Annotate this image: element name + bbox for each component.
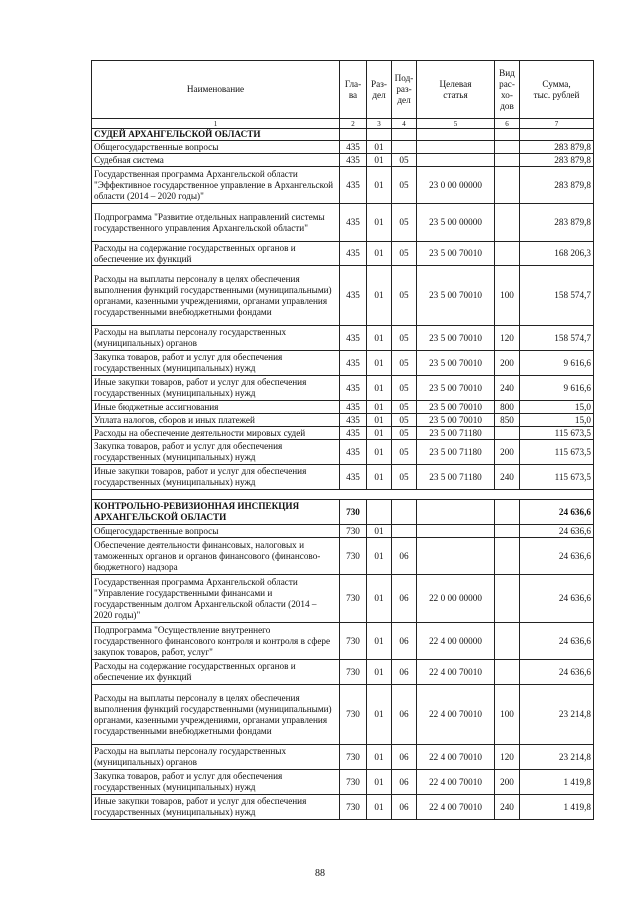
cell-podrazdel: 05 [392, 351, 417, 376]
cell-razdel: 01 [367, 440, 392, 465]
cell-name: КОНТРОЛЬНО-РЕВИЗИОННАЯ ИНСПЕКЦИЯ АРХАНГЕЛЬСКОЙ ОБЛАСТИ [92, 500, 340, 525]
table-row [92, 795, 594, 820]
budget-table [91, 60, 594, 820]
table-row [92, 351, 594, 376]
cell-glava: 435 [340, 204, 367, 242]
cell-razdel: 01 [367, 795, 392, 820]
cell-name: СУДЕЙ АРХАНГЕЛЬСКОЙ ОБЛАСТИ [92, 129, 340, 141]
cell-name: Иные бюджетные ассигнования [92, 401, 340, 414]
table-body [92, 129, 594, 820]
table-header-row [92, 61, 594, 119]
cell-statya [417, 500, 495, 525]
cell-name: Государственная программа Архангельской области "Эффективное государственное управление в Архангельской области (2014 – 2020 годы)" [92, 167, 340, 204]
cell-statya: 23 5 00 71180 [417, 440, 495, 465]
cell-statya [417, 525, 495, 538]
cell-statya: 23 5 00 70010 [417, 266, 495, 326]
cell-razdel: 01 [367, 351, 392, 376]
cell-razdel: 01 [367, 141, 392, 154]
cell-glava: 730 [340, 660, 367, 685]
table-row [92, 326, 594, 351]
cell-name: Государственная программа Архангельской области "Управление государственными финансами и государственным долгом Архангельской области (2014 – 2020 годы)" [92, 575, 340, 623]
col-number: 2 [340, 119, 367, 129]
cell-glava: 435 [340, 440, 367, 465]
cell-podrazdel: 05 [392, 326, 417, 351]
cell-razdel: 01 [367, 326, 392, 351]
table-row [92, 685, 594, 745]
cell-razdel [367, 500, 392, 525]
cell-statya: 23 5 00 70010 [417, 401, 495, 414]
cell-name: Расходы на выплаты персоналу государственных (муниципальных) органов [92, 326, 340, 351]
cell-glava [340, 129, 367, 141]
header-statya: Целевая статья [417, 61, 495, 119]
cell-summa: 115 673,5 [520, 440, 594, 465]
cell-summa: 283 879,8 [520, 204, 594, 242]
cell-glava: 730 [340, 770, 367, 795]
table-row [92, 623, 594, 660]
cell-summa: 283 879,8 [520, 167, 594, 204]
cell-summa: 24 636,6 [520, 500, 594, 525]
col-number: 5 [417, 119, 495, 129]
table-row [92, 376, 594, 401]
page-number: 88 [315, 868, 325, 879]
cell-podrazdel: 06 [392, 770, 417, 795]
cell-glava: 730 [340, 575, 367, 623]
cell-vid [495, 427, 520, 440]
cell-razdel: 01 [367, 770, 392, 795]
cell-name: Расходы на выплаты персоналу в целях обеспечения выполнения функций государственными (муниципальными) органами, казенными учреждениями, органами управления государственными внебюджетными фондами [92, 266, 340, 326]
cell-statya: 22 4 00 70010 [417, 685, 495, 745]
cell-razdel: 01 [367, 623, 392, 660]
cell-name: Уплата налогов, сборов и иных платежей [92, 414, 340, 427]
cell-podrazdel [392, 129, 417, 141]
cell-vid [495, 242, 520, 266]
cell-razdel: 01 [367, 266, 392, 326]
cell-glava: 730 [340, 745, 367, 770]
cell-vid: 100 [495, 266, 520, 326]
cell-vid: 800 [495, 401, 520, 414]
cell-vid: 120 [495, 326, 520, 351]
cell-razdel: 01 [367, 242, 392, 266]
cell-razdel: 01 [367, 465, 392, 490]
cell-name: Иные закупки товаров, работ и услуг для обеспечения государственных (муниципальных) нужд [92, 795, 340, 820]
cell-statya: 22 4 00 70010 [417, 795, 495, 820]
cell-podrazdel [392, 141, 417, 154]
cell-podrazdel: 05 [392, 154, 417, 167]
cell-razdel: 01 [367, 660, 392, 685]
cell-vid [495, 141, 520, 154]
cell-glava: 730 [340, 538, 367, 575]
cell-summa: 168 206,3 [520, 242, 594, 266]
cell-vid [495, 204, 520, 242]
cell-name: Расходы на обеспечение деятельности мировых судей [92, 427, 340, 440]
cell-summa [520, 129, 594, 141]
cell-statya: 22 0 00 00000 [417, 575, 495, 623]
cell-statya [417, 538, 495, 575]
cell-razdel: 01 [367, 376, 392, 401]
cell-podrazdel: 05 [392, 242, 417, 266]
cell-vid [495, 525, 520, 538]
cell-summa: 24 636,6 [520, 525, 594, 538]
cell-razdel: 01 [367, 685, 392, 745]
cell-vid [495, 167, 520, 204]
cell-vid [495, 129, 520, 141]
cell-statya: 22 4 00 70010 [417, 770, 495, 795]
cell-summa: 24 636,6 [520, 623, 594, 660]
cell-summa: 1 419,8 [520, 795, 594, 820]
cell-vid: 200 [495, 351, 520, 376]
cell-vid [495, 500, 520, 525]
cell-podrazdel: 05 [392, 427, 417, 440]
spacer-row [92, 490, 594, 500]
cell-podrazdel: 06 [392, 538, 417, 575]
cell-summa: 115 673,5 [520, 465, 594, 490]
cell-summa: 9 616,6 [520, 351, 594, 376]
cell-name: Расходы на содержание государственных органов и обеспечение их функций [92, 660, 340, 685]
cell-glava: 435 [340, 351, 367, 376]
table-row [92, 242, 594, 266]
col-number: 3 [367, 119, 392, 129]
cell-vid: 850 [495, 414, 520, 427]
col-number: 7 [520, 119, 594, 129]
cell-vid: 240 [495, 795, 520, 820]
cell-glava: 435 [340, 242, 367, 266]
cell-statya [417, 141, 495, 154]
cell-summa: 24 636,6 [520, 660, 594, 685]
cell-glava: 435 [340, 167, 367, 204]
cell-glava: 435 [340, 154, 367, 167]
cell-statya: 23 5 00 00000 [417, 204, 495, 242]
table-row [92, 465, 594, 490]
header-name: Наименование [92, 61, 340, 119]
cell-podrazdel: 05 [392, 204, 417, 242]
cell-podrazdel: 06 [392, 623, 417, 660]
cell-statya: 23 5 00 71180 [417, 465, 495, 490]
cell-name: Расходы на выплаты персоналу в целях обеспечения выполнения функций государственными (муниципальными) органами, казенными учреждениями, органами управления государственными внебюджетными фондами [92, 685, 340, 745]
cell-razdel: 01 [367, 401, 392, 414]
cell-glava: 730 [340, 525, 367, 538]
table-row [92, 154, 594, 167]
cell-razdel: 01 [367, 525, 392, 538]
cell-podrazdel: 05 [392, 465, 417, 490]
spacer-cell [92, 490, 594, 500]
cell-statya: 23 5 00 70010 [417, 376, 495, 401]
cell-summa: 24 636,6 [520, 575, 594, 623]
header-podrazdel: Под- раз- дел [392, 61, 417, 119]
table-row [92, 575, 594, 623]
cell-summa: 15,0 [520, 401, 594, 414]
cell-statya: 23 5 00 70010 [417, 351, 495, 376]
table-row [92, 129, 594, 141]
cell-razdel: 01 [367, 414, 392, 427]
col-number: 6 [495, 119, 520, 129]
cell-vid [495, 538, 520, 575]
cell-statya: 22 4 00 70010 [417, 660, 495, 685]
cell-podrazdel: 05 [392, 266, 417, 326]
cell-glava: 730 [340, 795, 367, 820]
cell-glava: 730 [340, 500, 367, 525]
cell-vid [495, 623, 520, 660]
header-razdel: Раз- дел [367, 61, 392, 119]
cell-statya: 23 5 00 71180 [417, 427, 495, 440]
cell-summa: 115 673,5 [520, 427, 594, 440]
cell-vid: 200 [495, 440, 520, 465]
column-number-row [92, 119, 594, 129]
cell-razdel: 01 [367, 167, 392, 204]
cell-summa: 23 214,8 [520, 745, 594, 770]
cell-podrazdel [392, 525, 417, 538]
cell-statya: 22 4 00 00000 [417, 623, 495, 660]
cell-name: Обеспечение деятельности финансовых, налоговых и таможенных органов и органов финансового (финансово-бюджетного) надзора [92, 538, 340, 575]
cell-statya [417, 154, 495, 167]
table-row [92, 660, 594, 685]
cell-name: Подпрограмма "Осуществление внутреннего государственного финансового контроля и контроля в сфере закупок товаров, работ, услуг" [92, 623, 340, 660]
cell-podrazdel: 06 [392, 575, 417, 623]
cell-podrazdel: 06 [392, 685, 417, 745]
cell-glava: 730 [340, 685, 367, 745]
cell-summa: 158 574,7 [520, 266, 594, 326]
cell-summa: 24 636,6 [520, 538, 594, 575]
cell-name: Расходы на содержание государственных органов и обеспечение их функций [92, 242, 340, 266]
cell-razdel: 01 [367, 745, 392, 770]
table-row [92, 167, 594, 204]
cell-glava: 435 [340, 427, 367, 440]
table-row [92, 204, 594, 242]
cell-podrazdel: 05 [392, 401, 417, 414]
table-row [92, 440, 594, 465]
table-row [92, 500, 594, 525]
table-row [92, 525, 594, 538]
cell-summa: 158 574,7 [520, 326, 594, 351]
cell-podrazdel: 05 [392, 376, 417, 401]
cell-razdel: 01 [367, 154, 392, 167]
cell-podrazdel [392, 500, 417, 525]
cell-statya [417, 129, 495, 141]
header-summa: Сумма, тыс. рублей [520, 61, 594, 119]
cell-razdel: 01 [367, 204, 392, 242]
table-row [92, 141, 594, 154]
cell-glava: 435 [340, 266, 367, 326]
cell-name: Закупка товаров, работ и услуг для обеспечения государственных (муниципальных) нужд [92, 770, 340, 795]
col-number: 4 [392, 119, 417, 129]
table-row [92, 414, 594, 427]
cell-vid [495, 660, 520, 685]
cell-statya: 23 5 00 70010 [417, 242, 495, 266]
header-glava: Гла- ва [340, 61, 367, 119]
cell-statya: 23 0 00 00000 [417, 167, 495, 204]
cell-podrazdel: 06 [392, 795, 417, 820]
cell-name: Закупка товаров, работ и услуг для обеспечения государственных (муниципальных) нужд [92, 351, 340, 376]
cell-name: Подпрограмма "Развитие отдельных направлений системы государственного управления Архангельской области" [92, 204, 340, 242]
cell-podrazdel: 05 [392, 167, 417, 204]
cell-name: Расходы на выплаты персоналу государственных (муниципальных) органов [92, 745, 340, 770]
cell-name: Судебная система [92, 154, 340, 167]
cell-glava: 435 [340, 141, 367, 154]
cell-statya: 22 4 00 70010 [417, 745, 495, 770]
table-row [92, 745, 594, 770]
cell-podrazdel: 06 [392, 745, 417, 770]
cell-podrazdel: 06 [392, 660, 417, 685]
cell-glava: 435 [340, 401, 367, 414]
cell-name: Закупка товаров, работ и услуг для обеспечения государственных (муниципальных) нужд [92, 440, 340, 465]
cell-vid: 240 [495, 376, 520, 401]
table-row [92, 770, 594, 795]
cell-vid [495, 154, 520, 167]
cell-razdel: 01 [367, 427, 392, 440]
col-number: 1 [92, 119, 340, 129]
cell-vid [495, 575, 520, 623]
cell-summa: 1 419,8 [520, 770, 594, 795]
table-row [92, 427, 594, 440]
cell-summa: 9 616,6 [520, 376, 594, 401]
table-row [92, 538, 594, 575]
table-row [92, 401, 594, 414]
header-vid: Вид рас- хо- дов [495, 61, 520, 119]
cell-razdel [367, 129, 392, 141]
cell-glava: 730 [340, 623, 367, 660]
cell-glava: 435 [340, 414, 367, 427]
cell-glava: 435 [340, 376, 367, 401]
cell-podrazdel: 05 [392, 440, 417, 465]
cell-name: Иные закупки товаров, работ и услуг для обеспечения государственных (муниципальных) нужд [92, 376, 340, 401]
cell-name: Иные закупки товаров, работ и услуг для обеспечения государственных (муниципальных) нужд [92, 465, 340, 490]
cell-podrazdel: 05 [392, 414, 417, 427]
cell-name: Общегосударственные вопросы [92, 525, 340, 538]
cell-glava: 435 [340, 326, 367, 351]
cell-vid: 120 [495, 745, 520, 770]
cell-summa: 23 214,8 [520, 685, 594, 745]
cell-razdel: 01 [367, 575, 392, 623]
cell-razdel: 01 [367, 538, 392, 575]
cell-name: Общегосударственные вопросы [92, 141, 340, 154]
cell-summa: 283 879,8 [520, 154, 594, 167]
table-row [92, 266, 594, 326]
cell-summa: 283 879,8 [520, 141, 594, 154]
cell-summa: 15,0 [520, 414, 594, 427]
cell-vid: 240 [495, 465, 520, 490]
cell-vid: 200 [495, 770, 520, 795]
cell-glava: 435 [340, 465, 367, 490]
cell-vid: 100 [495, 685, 520, 745]
cell-statya: 23 5 00 70010 [417, 326, 495, 351]
cell-statya: 23 5 00 70010 [417, 414, 495, 427]
